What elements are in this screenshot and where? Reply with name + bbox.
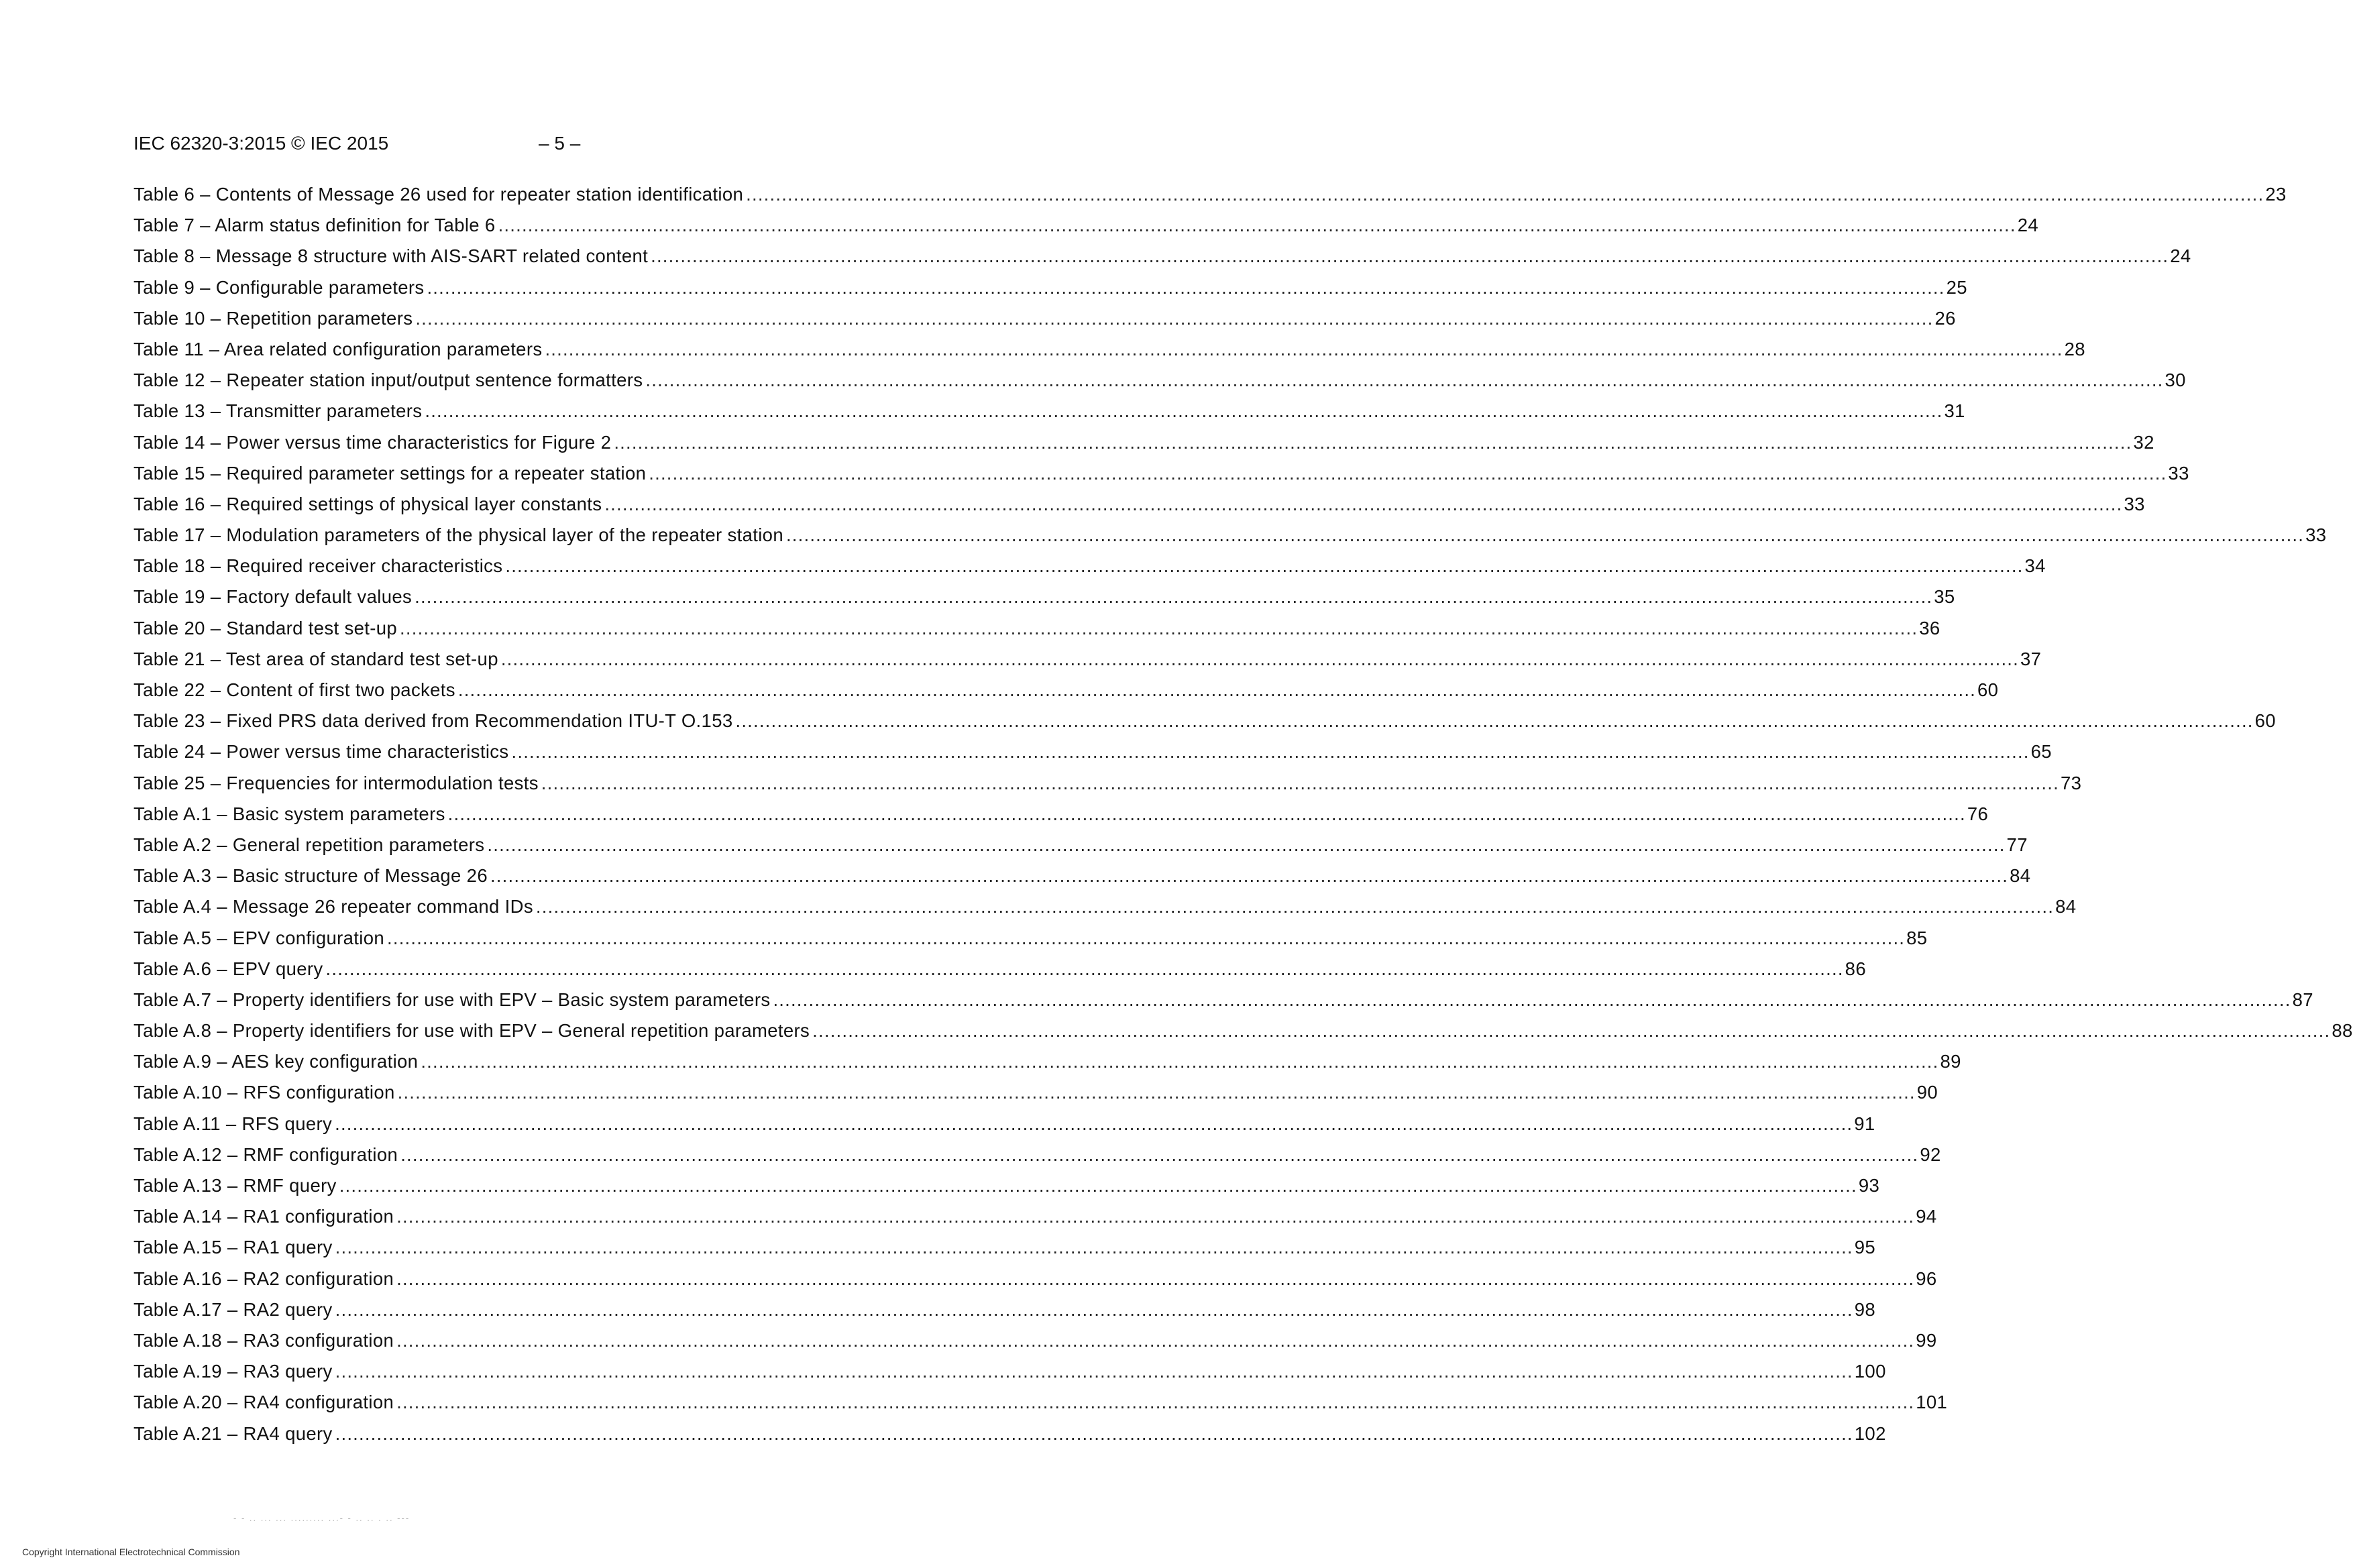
toc-entry-page-number: 93	[1858, 1175, 1880, 1196]
toc-entry-title: Table 9 – Configurable parameters	[133, 276, 425, 298]
toc-entry-title: Table A.20 – RA4 configuration	[133, 1392, 394, 1413]
toc-entry-title: Table A.15 – RA1 query	[133, 1237, 333, 1258]
toc-dot-leader	[812, 1019, 2330, 1042]
toc-entry[interactable]	[133, 710, 2276, 740]
toc-dot-leader	[326, 958, 1844, 981]
toc-dot-leader	[773, 989, 2291, 1011]
toc-entry-title: Table 19 – Factory default values	[133, 586, 413, 608]
toc-entry[interactable]	[133, 1205, 1937, 1236]
toc-entry-page-number: 76	[1967, 803, 1989, 824]
toc-entry-page-number: 33	[2168, 462, 2189, 484]
toc-dot-leader	[421, 1050, 1938, 1073]
toc-entry[interactable]	[133, 864, 2031, 895]
toc-entry-title: Table 25 – Frequencies for intermodulation tests	[133, 772, 539, 793]
toc-entry[interactable]	[133, 1019, 2353, 1050]
toc-entry-title: Table A.4 – Message 26 repeater command IDs	[133, 896, 533, 917]
toc-entry[interactable]	[133, 183, 2287, 214]
toc-dot-leader	[458, 679, 1976, 702]
toc-entry-title: Table A.19 – RA3 query	[133, 1361, 333, 1382]
toc-entry-page-number: 73	[2060, 772, 2082, 793]
toc-entry[interactable]	[133, 1081, 1938, 1112]
toc-entry[interactable]	[133, 555, 2046, 585]
toc-dot-leader	[614, 431, 2132, 454]
footer-copyright: Copyright International Electrotechnical Commission	[22, 1547, 240, 1557]
toc-entry-title: Table 23 – Fixed PRS data derived from Recommendation ITU-T O.153	[133, 710, 733, 732]
toc-entry-title: Table A.12 – RMF configuration	[133, 1143, 398, 1165]
toc-entry[interactable]	[133, 648, 2042, 679]
toc-entry[interactable]	[133, 307, 1956, 338]
toc-dot-leader	[746, 183, 2264, 206]
toc-dot-leader	[400, 617, 1918, 640]
toc-entry[interactable]	[133, 1050, 1961, 1081]
toc-dot-leader	[400, 1143, 1918, 1166]
toc-entry-title: Table 21 – Test area of standard test set-up	[133, 648, 498, 669]
toc-entry-page-number: 102	[1854, 1422, 1886, 1444]
toc-entry[interactable]	[133, 1174, 1880, 1205]
toc-entry-page-number: 60	[1977, 679, 1999, 700]
toc-entry-page-number: 60	[2254, 710, 2276, 732]
toc-dot-leader	[490, 864, 2008, 887]
toc-entry-title: Table 6 – Contents of Message 26 used for repeater station identification	[133, 184, 744, 205]
toc-entry-page-number: 100	[1854, 1361, 1886, 1382]
toc-dot-leader	[512, 740, 2030, 763]
toc-entry[interactable]	[133, 585, 1955, 616]
toc-entry-page-number: 23	[2265, 184, 2287, 205]
toc-entry-title: Table 22 – Content of first two packets	[133, 679, 455, 700]
toc-entry[interactable]	[133, 834, 2028, 864]
toc-entry-page-number: 96	[1916, 1268, 1937, 1289]
toc-entry[interactable]	[133, 617, 1940, 648]
toc-entry-page-number: 92	[1920, 1143, 1941, 1165]
toc-entry[interactable]	[133, 338, 2085, 369]
toc-entry-title: Table A.9 – AES key configuration	[133, 1051, 419, 1072]
toc-entry[interactable]	[133, 431, 2154, 462]
toc-entry-title: Table 11 – Area related configuration parameters	[133, 338, 543, 359]
footer-faint-text: - - .. ... ... ......... ...- - .. .. . .. ---	[233, 1513, 411, 1523]
toc-dot-leader	[649, 462, 2167, 485]
toc-entry-title: Table 20 – Standard test set-up	[133, 617, 398, 638]
toc-entry-page-number: 32	[2133, 431, 2154, 453]
toc-entry[interactable]	[133, 462, 2189, 493]
toc-entry[interactable]	[133, 1360, 1886, 1391]
toc-dot-leader	[396, 1205, 1914, 1228]
toc-entry-page-number: 65	[2030, 741, 2052, 763]
toc-entry-title: Table A.6 – EPV query	[133, 958, 323, 979]
toc-entry-page-number: 101	[1916, 1392, 1948, 1413]
toc-dot-leader	[335, 1298, 1853, 1321]
toc-entry-title: Table 16 – Required settings of physical layer constants	[133, 493, 602, 514]
toc-entry-page-number: 33	[2124, 493, 2145, 514]
toc-entry-page-number: 28	[2064, 338, 2085, 359]
toc-entry-title: Table A.8 – Property identifiers for use with EPV – General repetition parameters	[133, 1020, 810, 1042]
toc-entry-title: Table A.14 – RA1 configuration	[133, 1206, 394, 1227]
toc-entry[interactable]	[133, 772, 2082, 803]
toc-entry-title: Table 12 – Repeater station input/output sentence formatters	[133, 370, 643, 391]
toc-entry-title: Table A.21 – RA4 query	[133, 1422, 333, 1444]
document-id: IEC 62320-3:2015 © IEC 2015	[133, 133, 389, 154]
toc-entry-page-number: 88	[2332, 1020, 2353, 1042]
toc-entry[interactable]	[133, 989, 2313, 1019]
toc-entry[interactable]	[133, 927, 1928, 958]
toc-dot-leader	[339, 1174, 1857, 1197]
table-of-contents-list	[133, 183, 2353, 1453]
toc-entry-page-number: 91	[1854, 1113, 1875, 1134]
toc-entry[interactable]	[133, 400, 1965, 431]
toc-dot-leader	[396, 1268, 1914, 1290]
toc-entry-title: Table A.16 – RA2 configuration	[133, 1268, 394, 1289]
toc-entry-page-number: 94	[1916, 1206, 1937, 1227]
toc-entry-page-number: 84	[2010, 865, 2031, 887]
toc-entry-page-number: 77	[2006, 834, 2028, 855]
toc-entry-title: Table 8 – Message 8 structure with AIS-SART related content	[133, 245, 649, 267]
toc-entry-title: Table A.3 – Basic structure of Message 26	[133, 865, 488, 887]
toc-entry-title: Table A.17 – RA2 query	[133, 1298, 333, 1320]
toc-entry-page-number: 30	[2165, 370, 2186, 391]
toc-entry-page-number: 99	[1916, 1329, 1937, 1351]
toc-entry-title: Table A.2 – General repetition parameters	[133, 834, 485, 855]
toc-entry-page-number: 24	[2170, 245, 2191, 267]
toc-dot-leader	[498, 214, 2016, 237]
toc-entry-page-number: 90	[1916, 1082, 1938, 1103]
toc-dot-leader	[786, 524, 2304, 547]
toc-entry-title: Table A.11 – RFS query	[133, 1113, 333, 1134]
toc-entry[interactable]	[133, 1143, 1941, 1174]
toc-entry-title: Table A.10 – RFS configuration	[133, 1082, 395, 1103]
toc-dot-leader	[425, 400, 1942, 423]
toc-entry-page-number: 85	[1906, 927, 1928, 948]
toc-dot-leader	[335, 1422, 1853, 1445]
toc-entry[interactable]	[133, 1113, 1875, 1143]
toc-entry-title: Table 17 – Modulation parameters of the physical layer of the repeater station	[133, 524, 783, 546]
page-number: – 5 –	[539, 133, 581, 154]
toc-entry-title: Table A.1 – Basic system parameters	[133, 803, 445, 824]
toc-entry-page-number: 31	[1944, 400, 1965, 422]
toc-entry[interactable]	[133, 1422, 1886, 1453]
toc-entry-title: Table 10 – Repetition parameters	[133, 307, 413, 329]
toc-entry-title: Table 24 – Power versus time characteristics	[133, 741, 509, 763]
toc-entry-page-number: 25	[1946, 276, 1967, 298]
toc-entry[interactable]	[133, 679, 1999, 710]
toc-entry[interactable]	[133, 524, 2327, 555]
toc-dot-leader	[448, 803, 1966, 826]
toc-dot-leader	[335, 1360, 1853, 1383]
toc-entry-page-number: 33	[2305, 524, 2327, 546]
toc-entry-title: Table 7 – Alarm status definition for Table 6	[133, 215, 496, 236]
toc-dot-leader	[396, 1329, 1914, 1352]
toc-entry-title: Table A.5 – EPV configuration	[133, 927, 385, 948]
toc-entry[interactable]	[133, 1268, 1937, 1298]
toc-entry-page-number: 89	[1940, 1051, 1961, 1072]
toc-dot-leader	[604, 493, 2122, 516]
toc-dot-leader	[427, 276, 1945, 299]
toc-dot-leader	[398, 1081, 1916, 1104]
toc-dot-leader	[536, 895, 2054, 918]
toc-entry-page-number: 87	[2292, 989, 2313, 1010]
toc-dot-leader	[505, 555, 2023, 577]
toc-entry-title: Table A.7 – Property identifiers for use with EPV – Basic system parameters	[133, 989, 771, 1010]
toc-entry[interactable]	[133, 1298, 1876, 1329]
toc-entry[interactable]	[133, 1329, 1937, 1360]
toc-entry[interactable]	[133, 493, 2145, 524]
toc-entry-title: Table 18 – Required receiver characteristics	[133, 555, 503, 577]
toc-entry-page-number: 26	[1934, 307, 1956, 329]
toc-entry[interactable]	[133, 1236, 1876, 1267]
toc-entry[interactable]	[133, 958, 1866, 989]
toc-entry-page-number: 37	[2020, 648, 2042, 669]
toc-entry[interactable]	[133, 245, 2191, 276]
toc-entry-page-number: 98	[1854, 1298, 1876, 1320]
toc-entry-page-number: 24	[2017, 215, 2039, 236]
toc-entry[interactable]	[133, 803, 1989, 834]
toc-dot-leader	[645, 369, 2163, 392]
toc-entry-page-number: 84	[2055, 896, 2077, 917]
toc-entry[interactable]	[133, 276, 1967, 307]
toc-dot-leader	[396, 1391, 1914, 1414]
toc-entry-title: Table 14 – Power versus time characteristics for Figure 2	[133, 431, 612, 453]
toc-dot-leader	[387, 927, 1905, 950]
toc-entry-title: Table 15 – Required parameter settings for a repeater station	[133, 462, 647, 484]
toc-dot-leader	[735, 710, 2253, 732]
toc-dot-leader	[487, 834, 2005, 856]
toc-entry-page-number: 86	[1845, 958, 1866, 979]
toc-entry-page-number: 35	[1934, 586, 1955, 608]
toc-dot-leader	[415, 307, 1933, 330]
toc-entry-page-number: 34	[2024, 555, 2046, 577]
toc-entry[interactable]	[133, 369, 2186, 400]
toc-entry-page-number: 36	[1919, 617, 1940, 638]
toc-entry-title: Table A.13 – RMF query	[133, 1175, 337, 1196]
toc-dot-leader	[545, 338, 2063, 361]
toc-dot-leader	[335, 1236, 1853, 1259]
toc-dot-leader	[501, 648, 2019, 671]
toc-entry-title: Table 13 – Transmitter parameters	[133, 400, 423, 422]
toc-entry[interactable]	[133, 214, 2039, 245]
toc-entry[interactable]	[133, 740, 2052, 771]
toc-dot-leader	[651, 245, 2169, 268]
toc-dot-leader	[335, 1113, 1853, 1135]
toc-dot-leader	[415, 585, 1932, 608]
toc-entry[interactable]	[133, 1391, 1948, 1422]
toc-entry-title: Table A.18 – RA3 configuration	[133, 1329, 394, 1351]
toc-entry[interactable]	[133, 895, 2077, 926]
page-header	[133, 132, 581, 155]
toc-entry-page-number: 95	[1854, 1237, 1876, 1258]
toc-dot-leader	[541, 772, 2059, 795]
